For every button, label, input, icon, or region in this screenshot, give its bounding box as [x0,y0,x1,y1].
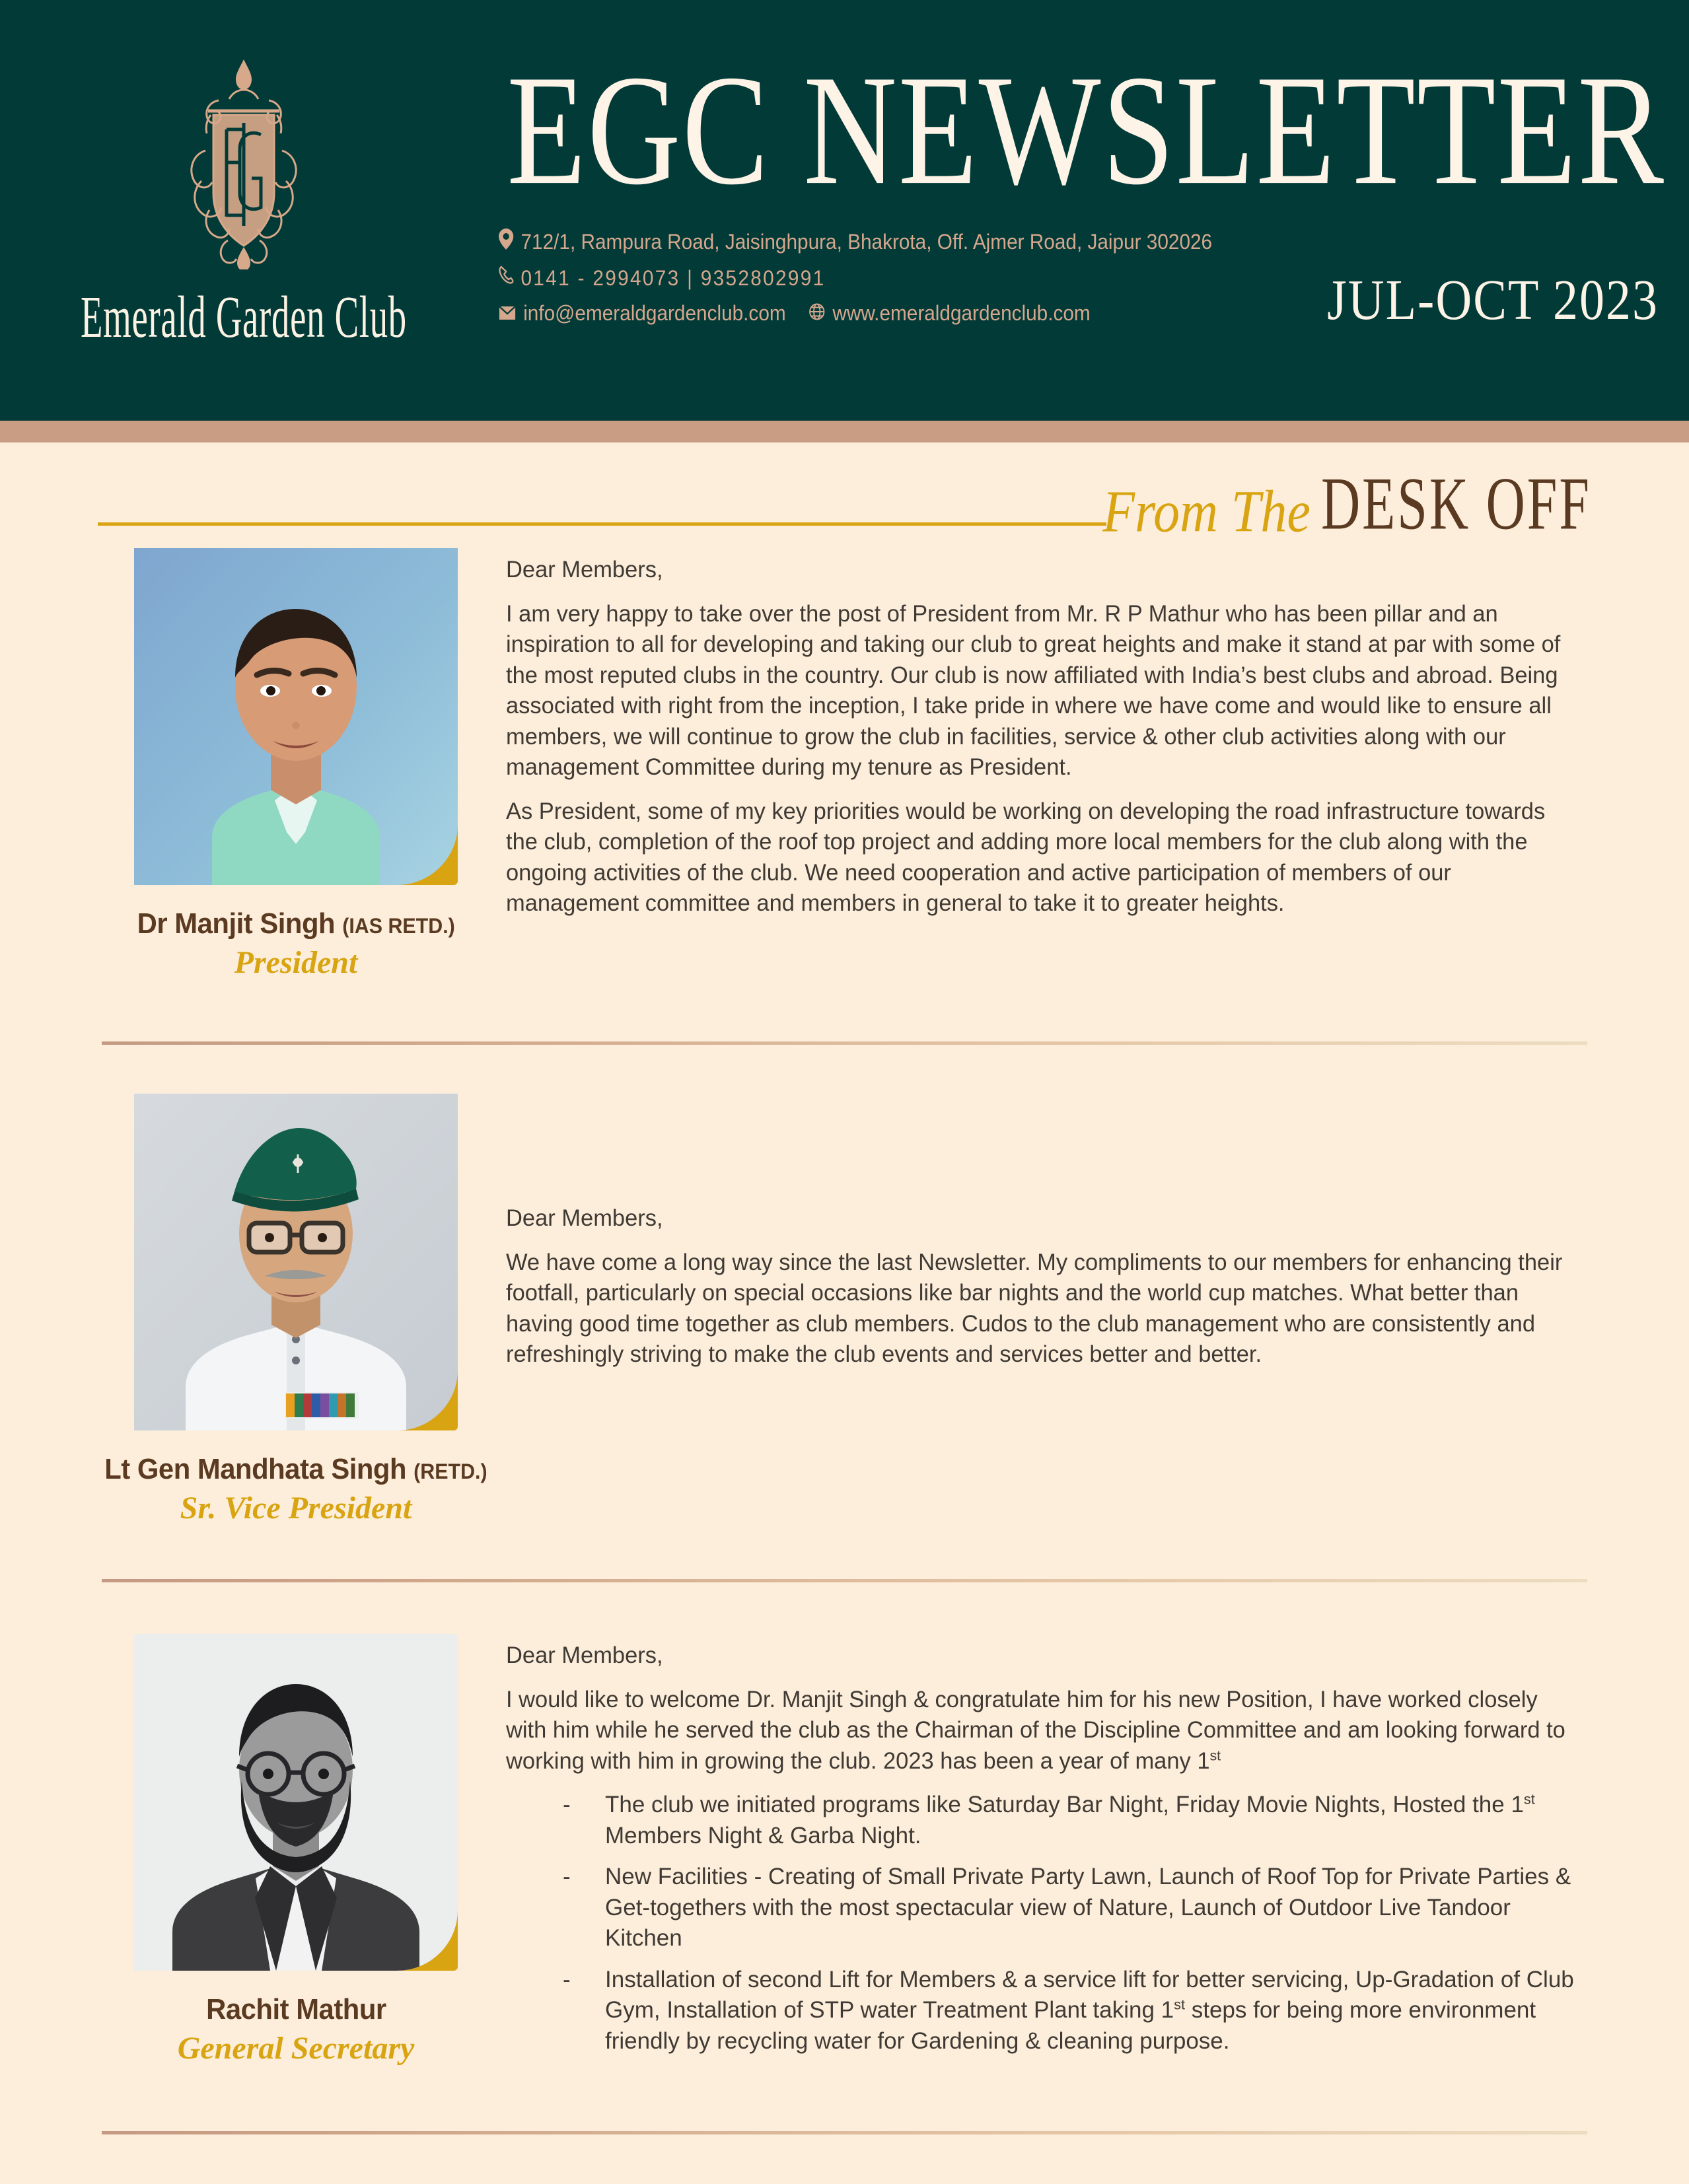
greeting: Dear Members, [506,557,663,582]
section-divider [102,2131,1587,2134]
newsletter-header [0,0,1689,421]
email-web-row [499,301,1212,326]
person-role: General Secretary [177,2031,415,2066]
list-item: - New Facilities - Creating of Small Private Party Lawn, Launch of Roof Top for Private Parties & Get-togethers with the most spectacular view of Nature, Launch of Outdoor Live Tandoor Kitchen [563,1862,1585,1954]
header-accent-stripe [0,421,1689,442]
person-media [98,1634,494,2066]
person-media [98,1094,494,1526]
message-paragraph: I would like to welcome Dr. Manjit Singh & congratulate him for his new Position, I have worked closely with him while he served the club as the Chairman of the Discipline Committee and am looking forward to working with him in growing the club. 2023 has been a year of many 1st [506,1686,1565,1774]
phone-row [499,265,1212,291]
club-name: Emerald Garden Club [80,285,407,351]
address-row [499,229,1212,255]
club-crest-icon [145,52,343,269]
envelope-icon [499,301,516,326]
person-role: Sr. Vice President [180,1491,412,1526]
person-name: Rachit Mathur [205,1993,386,2025]
club-logo-block [0,0,487,351]
person-name: Dr Manjit Singh (IAS RETD.) [137,907,455,940]
phone-icon [499,265,513,291]
newsletter-title: EGC NEWSLETTER [507,42,1665,218]
person-name-suffix: (IAS RETD.) [341,914,455,938]
person-message [494,1634,1591,2068]
portrait-manjit-singh [134,548,458,885]
issue-date: JUL-OCT 2023 [1327,268,1659,332]
heading-rule [98,522,1106,526]
person-message [494,1094,1591,1370]
person-block-sr-vice-president [98,1094,1591,1526]
masthead [487,0,1689,336]
location-pin-icon [499,229,513,255]
greeting: Dear Members, [506,1205,663,1231]
heading-desk-off: DESK OFF [1320,462,1591,546]
address-text: 712/1, Rampura Road, Jaisinghpura, Bhakrota, Off. Ajmer Road, Jaipur 302026 [521,229,1213,254]
photo-frame [134,548,458,885]
section-heading-desk-off [98,442,1591,546]
photo-frame [134,1094,458,1430]
achievements-list [506,1790,1585,2057]
message-paragraph: I am very happy to take over the post of President from Mr. R P Mathur who has been pillar and an inspiration to all for developing and taking our club to great heights and make it stand at par with some of the most reputed clubs in the country. Our club is now affiliated with India’s best clubs and abroad. Being associated with right from the inception, I take pride in where we have come and would like to ensure all members, we will continue to grow the club in facilities, service & other club activities along with our management Committee during my tenure as President. [506,600,1561,781]
person-media [98,548,494,981]
email-text: info@emeraldgardenclub.com [523,301,787,326]
person-block-president [98,542,1591,981]
list-item: - The club we initiated programs like Saturday Bar Night, Friday Movie Nights, Hosted the 1st Members Night & Garba Night. [563,1790,1585,1851]
portrait-rachit-mathur [134,1634,458,1971]
photo-frame [134,1634,458,1971]
phone-text: 0141 - 2994073 | 9352802991 [521,265,826,290]
person-block-general-secretary [98,1634,1591,2068]
message-paragraph: We have come a long way since the last Newsletter. My compliments to our members for enhancing their footfall, particularly on special occasions like bar nights and the world cup matches. What better than having good time together as club members. Cudos to the club management who are consistently and refreshingly striving to make the club events and services better and better. [506,1249,1563,1368]
globe-icon [809,301,825,326]
website-text: www.emeraldgardenclub.com [832,301,1091,326]
person-name-suffix: (RETD.) [413,1460,487,1483]
person-message [494,548,1591,919]
portrait-mandhata-singh [134,1094,458,1430]
list-item: - Installation of second Lift for Members & a service lift for better servicing, Up-Gradation of Club Gym, Installation of STP water Treatment Plant taking 1st steps for being more environment friendly by recycling water for Gardening & cleaning purpose. [563,1965,1585,2057]
person-role: President [234,945,358,980]
message-paragraph: As President, some of my key priorities would be working on developing the road infrastructure towards the club, completion of the roof top project and adding more local members for the club along with the ongoing activities of the club. We need cooperation and active participation of members of our management committee and members in general to take it to greater heights. [506,798,1546,917]
contact-info [499,229,1266,336]
greeting: Dear Members, [506,1642,663,1668]
newsletter-body [0,442,1689,2184]
heading-from-the: From The [1102,479,1311,545]
person-name: Lt Gen Mandhata Singh (RETD.) [104,1453,487,1485]
